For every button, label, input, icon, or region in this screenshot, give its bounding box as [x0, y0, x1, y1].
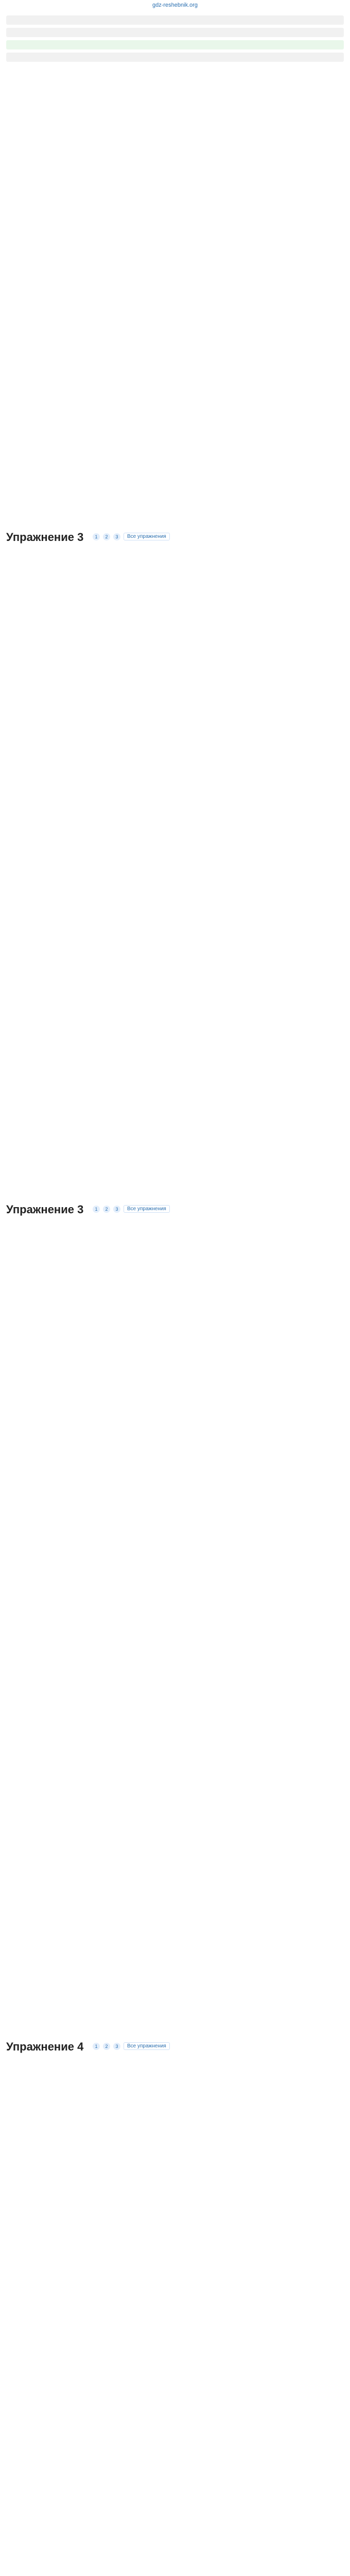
all-exercises-link[interactable]: Все упражнения	[124, 2042, 170, 2050]
text-line	[6, 53, 344, 62]
pager-dot[interactable]: 1	[93, 2043, 100, 2050]
intro-block	[0, 15, 350, 65]
all-exercises-link[interactable]: Все упражнения	[124, 533, 170, 540]
pager-dot[interactable]: 1	[93, 1206, 100, 1213]
site-header[interactable]: gdz-reshebnik.org	[152, 2, 198, 8]
exercise-title: Упражнение 4	[6, 2040, 84, 2053]
exercise-pager[interactable]	[93, 533, 170, 540]
all-exercises-link[interactable]: Все упражнения	[124, 1205, 170, 1213]
pager-dot[interactable]: 3	[113, 533, 120, 540]
pager-dot[interactable]: 2	[103, 533, 110, 540]
text-line	[6, 15, 344, 25]
exercise-title: Упражнение 3	[6, 531, 84, 544]
exercise-pager[interactable]	[93, 2042, 170, 2050]
text-line	[6, 40, 344, 49]
pager-dot[interactable]: 2	[103, 2043, 110, 2050]
text-line	[6, 28, 344, 37]
pager-dot[interactable]: 2	[103, 1206, 110, 1213]
exercise-pager[interactable]	[93, 1205, 170, 1213]
pager-dot[interactable]: 1	[93, 533, 100, 540]
exercise-title: Упражнение 3	[6, 1203, 84, 1216]
pager-dot[interactable]: 3	[113, 2043, 120, 2050]
pager-dot[interactable]: 3	[113, 1206, 120, 1213]
